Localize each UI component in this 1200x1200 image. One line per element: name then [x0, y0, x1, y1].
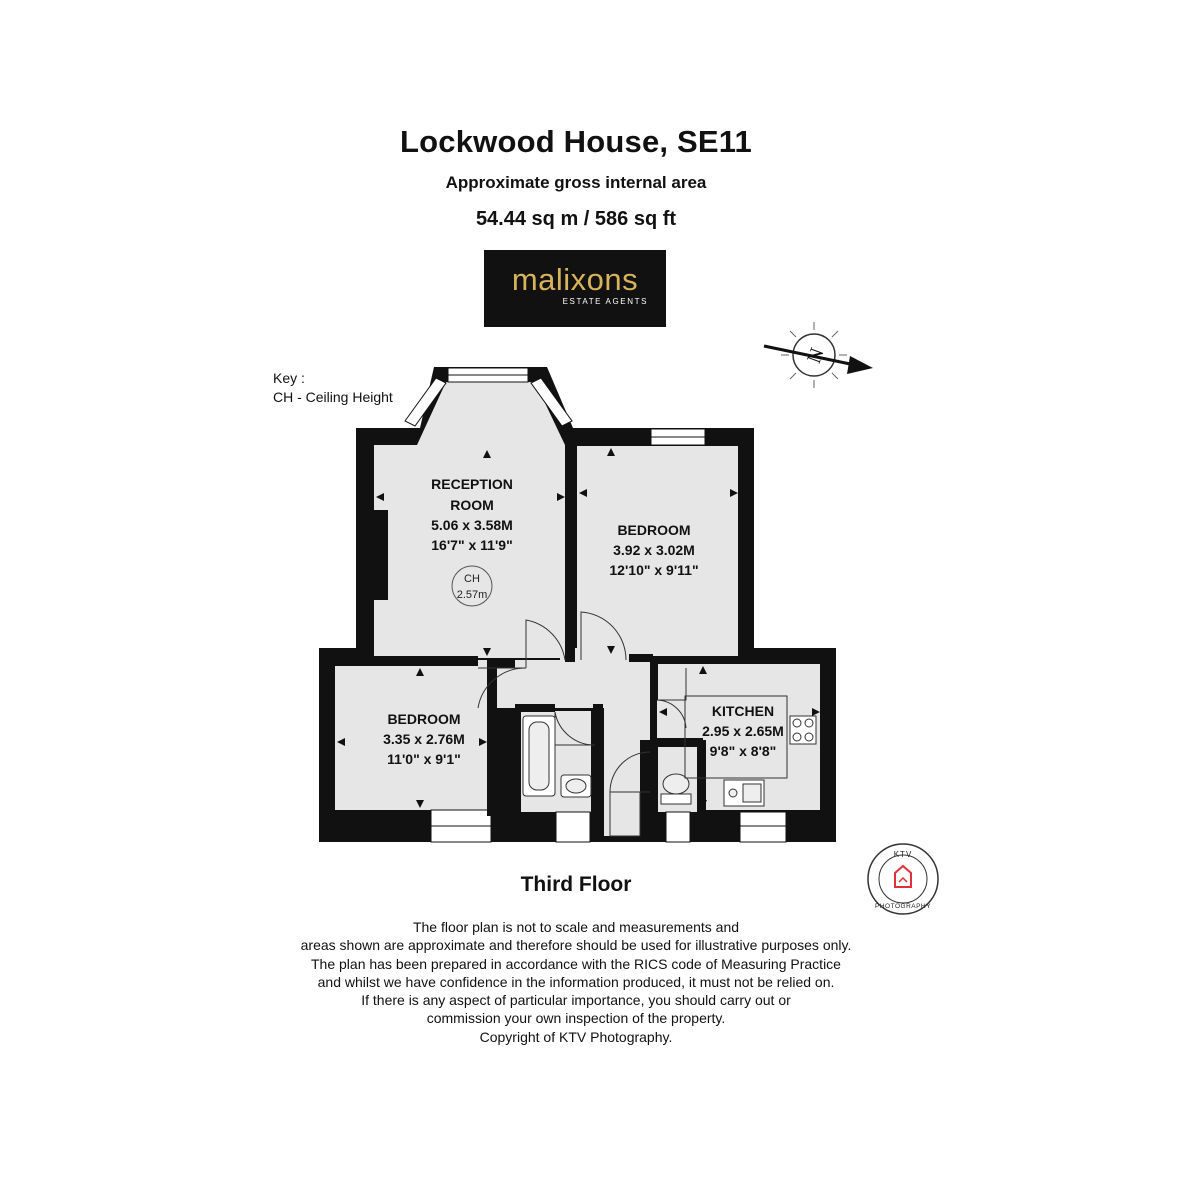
- bedroom-1-imperial: 12'10" x 9'11": [609, 562, 699, 578]
- logo-tagline: ESTATE AGENTS: [562, 297, 648, 306]
- floor-label: Third Floor: [520, 873, 632, 896]
- bedroom-2-label: BEDROOM: [387, 711, 461, 727]
- badge-top-text: KTV: [893, 850, 913, 859]
- badge-bottom-text: PHOTOGRAPHY: [875, 903, 931, 910]
- disclaimer-line: commission your own inspection of the property.: [426, 1010, 726, 1027]
- compass-icon: [764, 322, 873, 388]
- bedroom-2-metric: 3.35 x 2.76M: [383, 731, 465, 747]
- toilet-icon: [661, 794, 691, 804]
- disclaimer-line: The floor plan is not to scale and measurements and: [412, 919, 740, 935]
- kitchen-label: KITCHEN: [711, 703, 775, 719]
- disclaimer-line: If there is any aspect of particular importance, you should carry out or: [361, 992, 791, 1009]
- chimney-breast: [374, 510, 388, 600]
- bedroom-2-imperial: 11'0" x 9'1": [387, 751, 461, 767]
- compass-letter: N: [803, 345, 829, 367]
- reception-label-2: ROOM: [450, 497, 494, 513]
- reception-imperial: 16'7" x 11'9": [431, 537, 513, 553]
- kitchen-metric: 2.95 x 2.65M: [702, 723, 784, 739]
- disclaimer-line: Copyright of KTV Photography.: [479, 1028, 673, 1045]
- logo-brand: malixons: [511, 262, 639, 297]
- kitchen-imperial: 9'8" x 8'8": [709, 743, 777, 759]
- bedroom-1-metric: 3.92 x 3.02M: [613, 542, 695, 558]
- disclaimer-line: The plan has been prepared in accordance with the RICS code of Measuring Practice: [311, 955, 841, 972]
- page-title: Lockwood House, SE11: [400, 124, 752, 159]
- key-heading: Key :: [273, 370, 305, 386]
- area-subtitle: Approximate gross internal area: [445, 173, 707, 192]
- disclaimer-line: and whilst we have confidence in the information produced, it must not be relied on.: [317, 973, 835, 990]
- gross-area: 54.44 sq m / 586 sq ft: [475, 208, 677, 230]
- ceiling-height-label: CH: [464, 573, 480, 585]
- disclaimer: [0, 918, 1152, 1046]
- reception-label-1: RECEPTION: [431, 476, 513, 492]
- disclaimer-line: areas shown are approximate and therefore should be used for illustrative purposes only.: [300, 937, 852, 954]
- bedroom-1-label: BEDROOM: [617, 522, 691, 538]
- reception-metric: 5.06 x 3.58M: [431, 517, 513, 533]
- key-entry: CH - Ceiling Height: [273, 389, 393, 405]
- ceiling-height-value: 2.57m: [456, 589, 488, 601]
